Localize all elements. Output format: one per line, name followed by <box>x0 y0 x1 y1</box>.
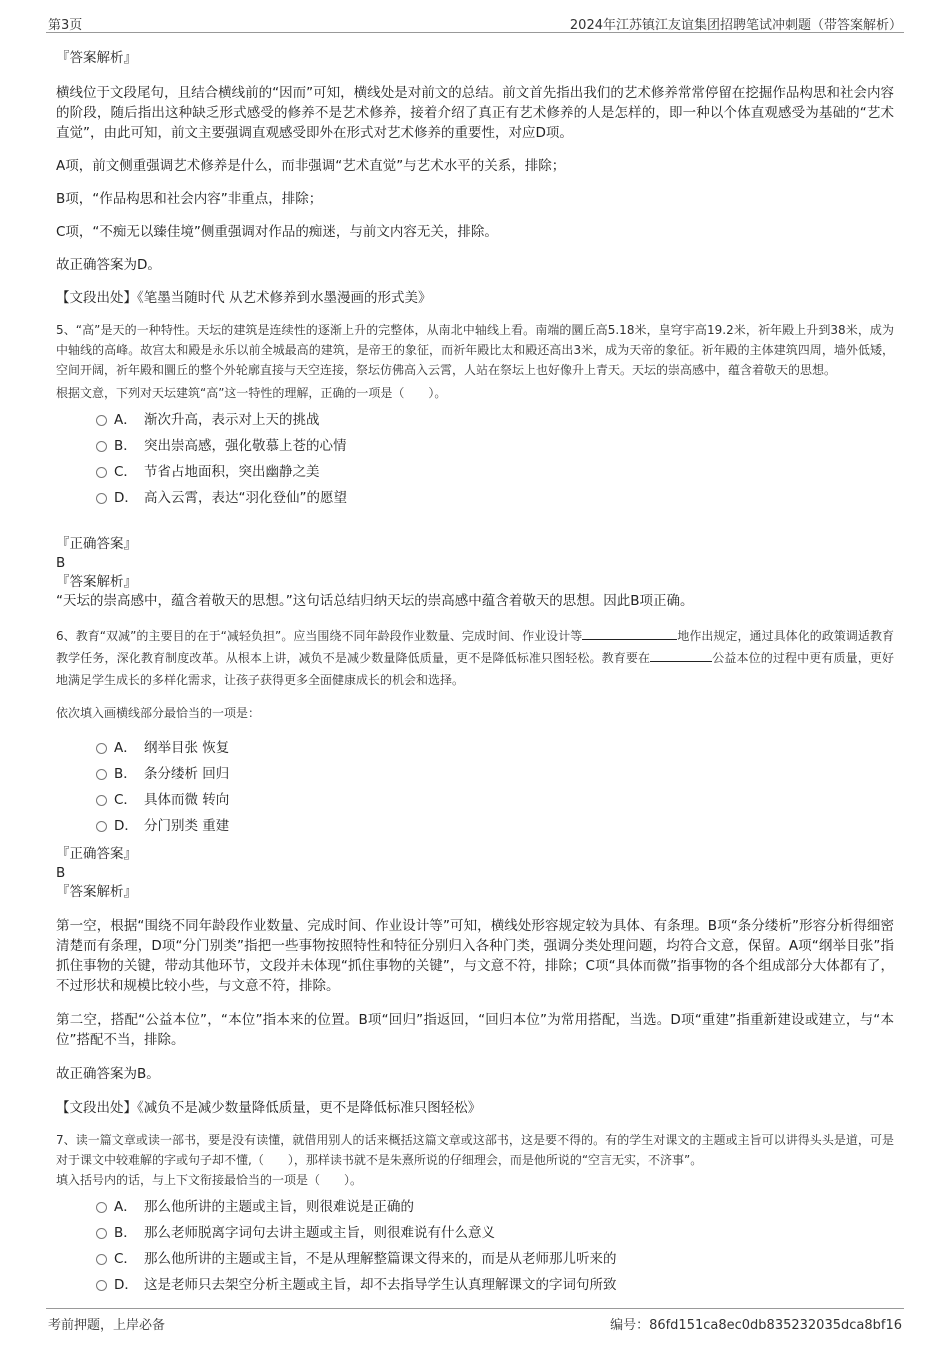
q5-options <box>56 407 894 511</box>
radio-button[interactable] <box>96 821 107 832</box>
document-title: 2024年江苏镇江友谊集团招聘笔试冲刺题（带答案解析） <box>569 18 902 33</box>
q6-stem: 6、教育“双减”的主要目的在于“减轻负担”。应当围绕不同年龄段作业数量、完成时间、作业设计等 地作出规定，通过具体化的政策调适教育教学任务，深化教育制度改革。从根本上讲，减负不是减少数量降低质量，更不是降低标准只图轻松。教育要在 公益本位的过程中更有质量，更好地满足学生成长的多样化需求，让孩子获得更多全面健康成长的机会和选择。 <box>56 629 894 687</box>
q6-option-b[interactable]: B． 条分缕析 回归 <box>56 761 894 787</box>
q4-analysis-paragraph: 横线位于文段尾句，且结合横线前的“因而”可知，横线处是对前文的总结。前文首先指出我们的艺术修养常常停留在挖掘作品构思和社会内容的阶段，随后指出这种缺乏形式感受的修养不是艺术修养，接着介绍了真正有艺术修养的人是怎样的，即一种以个体直观感受为基础的“艺术直觉”，由此可知，前文主要强调直观感受即外在形式对艺术修养的重要性，对应D项。 <box>56 85 894 141</box>
radio-button[interactable] <box>96 795 107 806</box>
q4-analysis-option-a: A项，前文侧重强调艺术修养是什么，而非强调“艺术直觉”与艺术水平的关系，排除； <box>56 158 566 174</box>
q6-question: 依次填入画横线部分最恰当的一项是： <box>56 706 261 720</box>
q5-analysis-label: 『答案解析』 <box>56 574 137 590</box>
q7-option-b[interactable]: B． 那么老师脱离字词句去讲主题或主旨，则很难说有什么意义 <box>56 1220 894 1246</box>
q7-option-a[interactable]: A． 那么他所讲的主题或主旨，则很难说是正确的 <box>56 1194 894 1220</box>
radio-button[interactable] <box>96 1228 107 1239</box>
radio-button[interactable] <box>96 1254 107 1265</box>
q4-analysis-option-c: C项，“不痴无以臻佳境”侧重强调对作品的痴迷，与前文内容无关，排除。 <box>56 224 498 240</box>
fill-blank-2 <box>650 649 712 662</box>
q6-options <box>56 735 894 839</box>
q4-analysis-label: 『答案解析』 <box>56 50 137 66</box>
page-content <box>56 44 894 1298</box>
footer-slogan: 考前押题，上岸必备 <box>48 1318 166 1333</box>
q4-analysis-option-b: B项，“作品构思和社会内容”非重点，排除； <box>56 191 323 207</box>
q5-option-d[interactable]: D． 高入云霄，表达“羽化登仙”的愿望 <box>56 485 894 511</box>
page-number: 第3页 <box>48 18 83 33</box>
q4-source: 【文段出处】《笔墨当随时代 从艺术修养到水墨漫画的形式美》 <box>56 290 432 306</box>
q6-correct-answer: B <box>56 865 66 881</box>
radio-button[interactable] <box>96 493 107 504</box>
q5-option-a[interactable]: A． 渐次升高，表示对上天的挑战 <box>56 407 894 433</box>
radio-button[interactable] <box>96 415 107 426</box>
radio-button[interactable] <box>96 441 107 452</box>
radio-button[interactable] <box>96 743 107 754</box>
q6-option-c[interactable]: C． 具体而微 转向 <box>56 787 894 813</box>
q6-conclusion: 故正确答案为B。 <box>56 1066 160 1082</box>
radio-button[interactable] <box>96 1202 107 1213</box>
q7-option-c[interactable]: C． 那么他所讲的主题或主旨，不是从理解整篇课文得来的，而是从老师那儿听来的 <box>56 1246 894 1272</box>
q6-analysis-paragraph-2: 第二空，搭配“公益本位”，“本位”指本来的位置。B项“回归”指返回，“回归本位”为常用搭配，当选。D项“重建”指重新建设或建立，与“本位”搭配不当，排除。 <box>56 1012 894 1048</box>
q6-option-a[interactable]: A． 纲举目张 恢复 <box>56 735 894 761</box>
fill-blank-1 <box>582 627 677 640</box>
q6-option-d[interactable]: D． 分门别类 重建 <box>56 813 894 839</box>
q6-analysis-paragraph-1: 第一空，根据“围绕不同年龄段作业数量、完成时间、作业设计等”可知，横线处形容规定较为具体、有条理。B项“条分缕析”形容分析得细密清楚而有条理，D项“分门别类”指把一些事物按照特性和特征分别归入各种门类，强调分类处理问题，均符合文意，保留。A项“纲举目张”指抓住事物的关键，带动其他环节，文段并未体现“抓住事物的关键”，与文意不符，排除；C项“具体而微”指事物的各个组成部分大体都有了，不过形状和规模比较小些，与文意不符，排除。 <box>56 918 894 994</box>
q7-option-d[interactable]: D． 这是老师只去架空分析主题或主旨，却不去指导学生认真理解课文的字词句所致 <box>56 1272 894 1298</box>
q7-stem: 7、读一篇文章或读一部书，要是没有读懂，就借用别人的话来概括这篇文章或这部书，这是要不得的。有的学生对课文的主题或主旨可以讲得头头是道，可是对于课文中较难解的字或句子却不懂,（ ），那样读书就不是朱熹所说的仔细理会，而是他所说的“空言无实，不济事”。 <box>56 1133 894 1167</box>
q5-option-c[interactable]: C． 节省占地面积，突出幽静之美 <box>56 459 894 485</box>
q4-conclusion: 故正确答案为D。 <box>56 257 161 273</box>
q6-correct-label: 『正确答案』 <box>56 846 137 862</box>
q6-analysis-label: 『答案解析』 <box>56 884 137 900</box>
page-header <box>46 12 904 33</box>
q5-option-b[interactable]: B． 突出崇高感，强化敬慕上苍的心情 <box>56 433 894 459</box>
radio-button[interactable] <box>96 1280 107 1291</box>
q5-stem: 5、“高”是天的一种特性。天坛的建筑是连续性的逐渐上升的完整体，从南北中轴线上看。南端的圜丘高5.18米，皇穹宇高19.2米，祈年殿上升到38米，成为中轴线的高峰。故宫太和殿是永乐以前全城最高的建筑，是帝王的象征，而祈年殿比太和殿还高出3米，成为天帝的象征。祈年殿的主体建筑四周，墙外低矮，空间开阔，祈年殿和圜丘的整个外轮廓直接与天空连接，祭坛仿佛高入云霄，人站在祭坛上也好像升上青天。天坛的崇高感中，蕴含着敬天的思想。 <box>56 323 894 377</box>
radio-button[interactable] <box>96 467 107 478</box>
q5-correct-label: 『正确答案』 <box>56 536 137 552</box>
document-code: 编号：86fd151ca8ec0db835232035dca8bf16 <box>610 1318 902 1333</box>
q5-question: 根据文意，下列对天坛建筑“高”这一特性的理解，正确的一项是（ ）。 <box>56 386 447 400</box>
q7-question: 填入括号内的话，与上下文衔接最恰当的一项是（ ）。 <box>56 1173 363 1187</box>
q6-source: 【文段出处】《减负不是减少数量降低质量，更不是降低标准只图轻松》 <box>56 1100 482 1116</box>
q5-analysis: “天坛的崇高感中，蕴含着敬天的思想。”这句话总结归纳天坛的崇高感中蕴含着敬天的思想。因此B项正确。 <box>56 593 694 609</box>
radio-button[interactable] <box>96 769 107 780</box>
q7-options <box>56 1194 894 1298</box>
q5-correct-answer: B <box>56 555 66 571</box>
page-footer <box>46 1308 904 1331</box>
